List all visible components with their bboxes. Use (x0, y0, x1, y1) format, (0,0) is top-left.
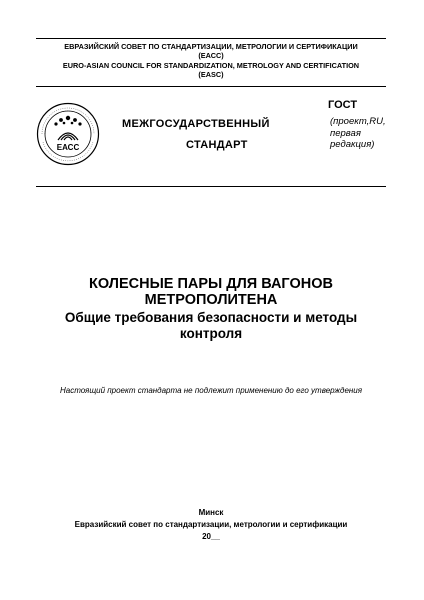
document-title (36, 276, 386, 308)
easc-emblem-icon (36, 102, 100, 166)
council-name-ru (36, 42, 386, 61)
document-subtitle-line1: Общие требования безопасности и методы (64, 310, 358, 325)
council-name-ru-text: ЕВРАЗИЙСКИЙ СОВЕТ ПО СТАНДАРТИЗАЦИИ, МЕТРОЛОГИИ И СЕРТИФИКАЦИИ (64, 42, 358, 51)
document-subtitle-line2: контроля (179, 326, 243, 341)
title-block-rule (36, 186, 386, 187)
svg-text:ЕАСС: ЕАСС (56, 143, 80, 152)
council-name-en-text: EURO-ASIAN COUNCIL FOR STANDARDIZATION, METROLOGY AND CERTIFICATION (62, 61, 360, 70)
standard-label: СТАНДАРТ (186, 139, 248, 151)
footer-year: 20__ (202, 532, 220, 541)
document-subtitle (36, 310, 386, 342)
document-title-line1: КОЛЕСНЫЕ ПАРЫ ДЛЯ ВАГОНОВ (89, 276, 333, 292)
edition-note (330, 116, 410, 151)
interstate-label: МЕЖГОСУДАРСТВЕННЫЙ (122, 118, 270, 130)
council-abbr-ru: (ЕАСС) (198, 51, 224, 61)
top-rule (36, 38, 386, 39)
document-title-line2: МЕТРОПОЛИТЕНА (144, 292, 278, 308)
footer (36, 507, 386, 543)
easc-logo (36, 102, 100, 166)
council-name-en (36, 61, 386, 80)
edition-note-line1: (проект,RU, (330, 116, 386, 127)
edition-note-line3: редакция) (330, 139, 375, 150)
council-abbr-en: (EASC) (198, 70, 224, 80)
gost-label: ГОСТ (328, 99, 358, 111)
draft-notice: Настоящий проект стандарта не подлежит применению до его утверждения (59, 386, 363, 395)
footer-city: Минск (198, 508, 224, 517)
edition-note-line2: первая (330, 127, 361, 139)
footer-publisher: Евразийский совет по стандартизации, метрологии и сертификации (74, 520, 348, 529)
header-rule (36, 86, 386, 87)
